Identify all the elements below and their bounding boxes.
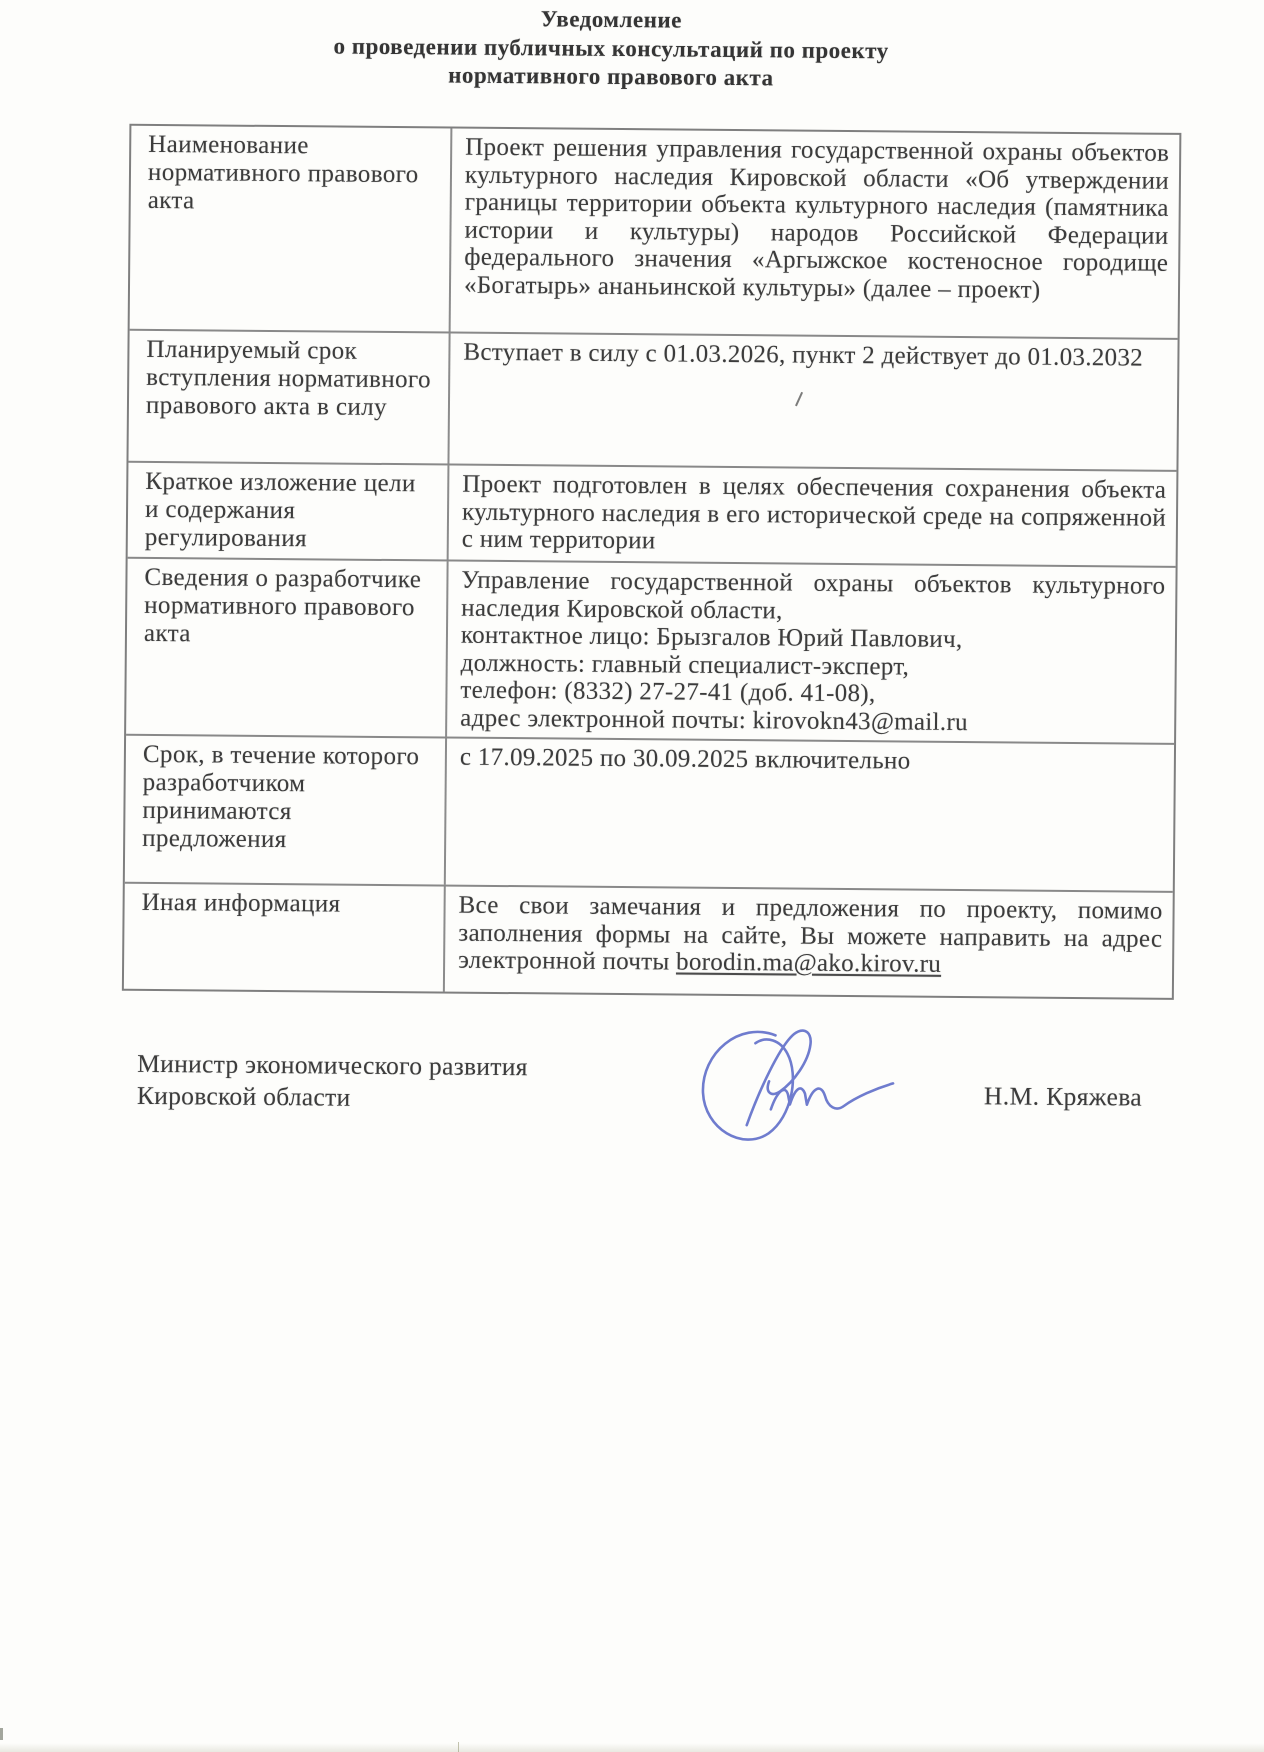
signatory-name: Н.М. Кряжева	[983, 1081, 1143, 1112]
row-value-cell	[449, 466, 1177, 566]
row-value-cell	[447, 562, 1175, 743]
value-paragraph: телефон: (8332) 27-27-41 (доб. 41-08),	[460, 676, 876, 708]
row-label-cell: Краткое изложение цели и содержания регулирования	[128, 463, 450, 560]
consultation-notice-table	[122, 124, 1182, 1000]
table-row	[124, 882, 1173, 998]
scanner-bottom-edge	[0, 1743, 1264, 1752]
row-value-cell	[446, 739, 1174, 891]
value-paragraph: с 17.09.2025 по 30.09.2025 включительно	[459, 743, 911, 775]
value-paragraph: Вступает в силу с 01.03.2026, пункт 2 действует до 01.03.2032	[463, 338, 1144, 372]
row-label-cell: Срок, в течение которого разработчиком принимаются предложения	[125, 736, 447, 885]
scanner-edge-mark	[0, 1728, 3, 1740]
value-paragraph: Проект решения управления государственной охраны объектов культурного наследия Кировской области «Об утверждении границы территории объекта культурного наследия (памятника истории и культуры) народов Российской Федерации федерального значения «Аргыжское костеносное городище «Богатырь» ананьинской культуры» (далее – проект)	[463, 133, 1170, 304]
value-paragraph: Управление государственной охраны объектов культурного наследия Кировской области,	[461, 566, 1166, 624]
table-row	[130, 126, 1180, 338]
document-title	[130, 2, 1093, 96]
title-line-3: нормативного правового акта	[448, 62, 774, 91]
email-address: borodin.ma@ako.kirov.ru	[675, 948, 942, 978]
value-paragraph: адрес электронной почты: kirovokn43@mail.ru	[460, 704, 968, 736]
minister-position-line-1: Министр экономического развития	[137, 1048, 528, 1082]
value-paragraph: Проект подготовлен в целях обеспечения сохранения объекта культурного наследия в его исторической среде на сопряженной с ним территории	[461, 470, 1167, 555]
title-line-2: о проведении публичных консультаций по проекту	[333, 32, 889, 63]
table-row	[126, 557, 1176, 743]
row-value-cell	[449, 334, 1177, 470]
title-line-1: Уведомление	[540, 6, 682, 33]
row-label-cell: Сведения о разработчике нормативного правового акта	[126, 559, 449, 737]
value-paragraph: должность: главный специалист-эксперт,	[460, 649, 910, 681]
row-value-cell	[445, 887, 1173, 998]
value-paragraph: Все свои замечания и предложения по проекту, помимо заполнения формы на сайте, Вы можете направить на адрес электронной почты borodin.ma@ako.kirov.ru	[458, 891, 1163, 978]
minister-position	[137, 1048, 528, 1115]
minister-position-line-2: Кировской области	[136, 1080, 351, 1112]
row-label-cell: Наименование нормативного правового акта	[130, 126, 453, 332]
row-value-cell	[451, 129, 1180, 338]
row-label-cell: Иная информация	[124, 884, 446, 992]
handwritten-signature-ink	[688, 1019, 914, 1166]
value-paragraph: контактное лицо: Брызгалов Юрий Павлович,	[460, 621, 963, 654]
table-row	[128, 329, 1177, 470]
scanner-hair-artifact	[458, 1742, 459, 1752]
table-row	[125, 734, 1174, 891]
row-label-cell: Планируемый срок вступления нормативного правового акта в силу	[128, 331, 450, 464]
table-row	[128, 461, 1177, 566]
